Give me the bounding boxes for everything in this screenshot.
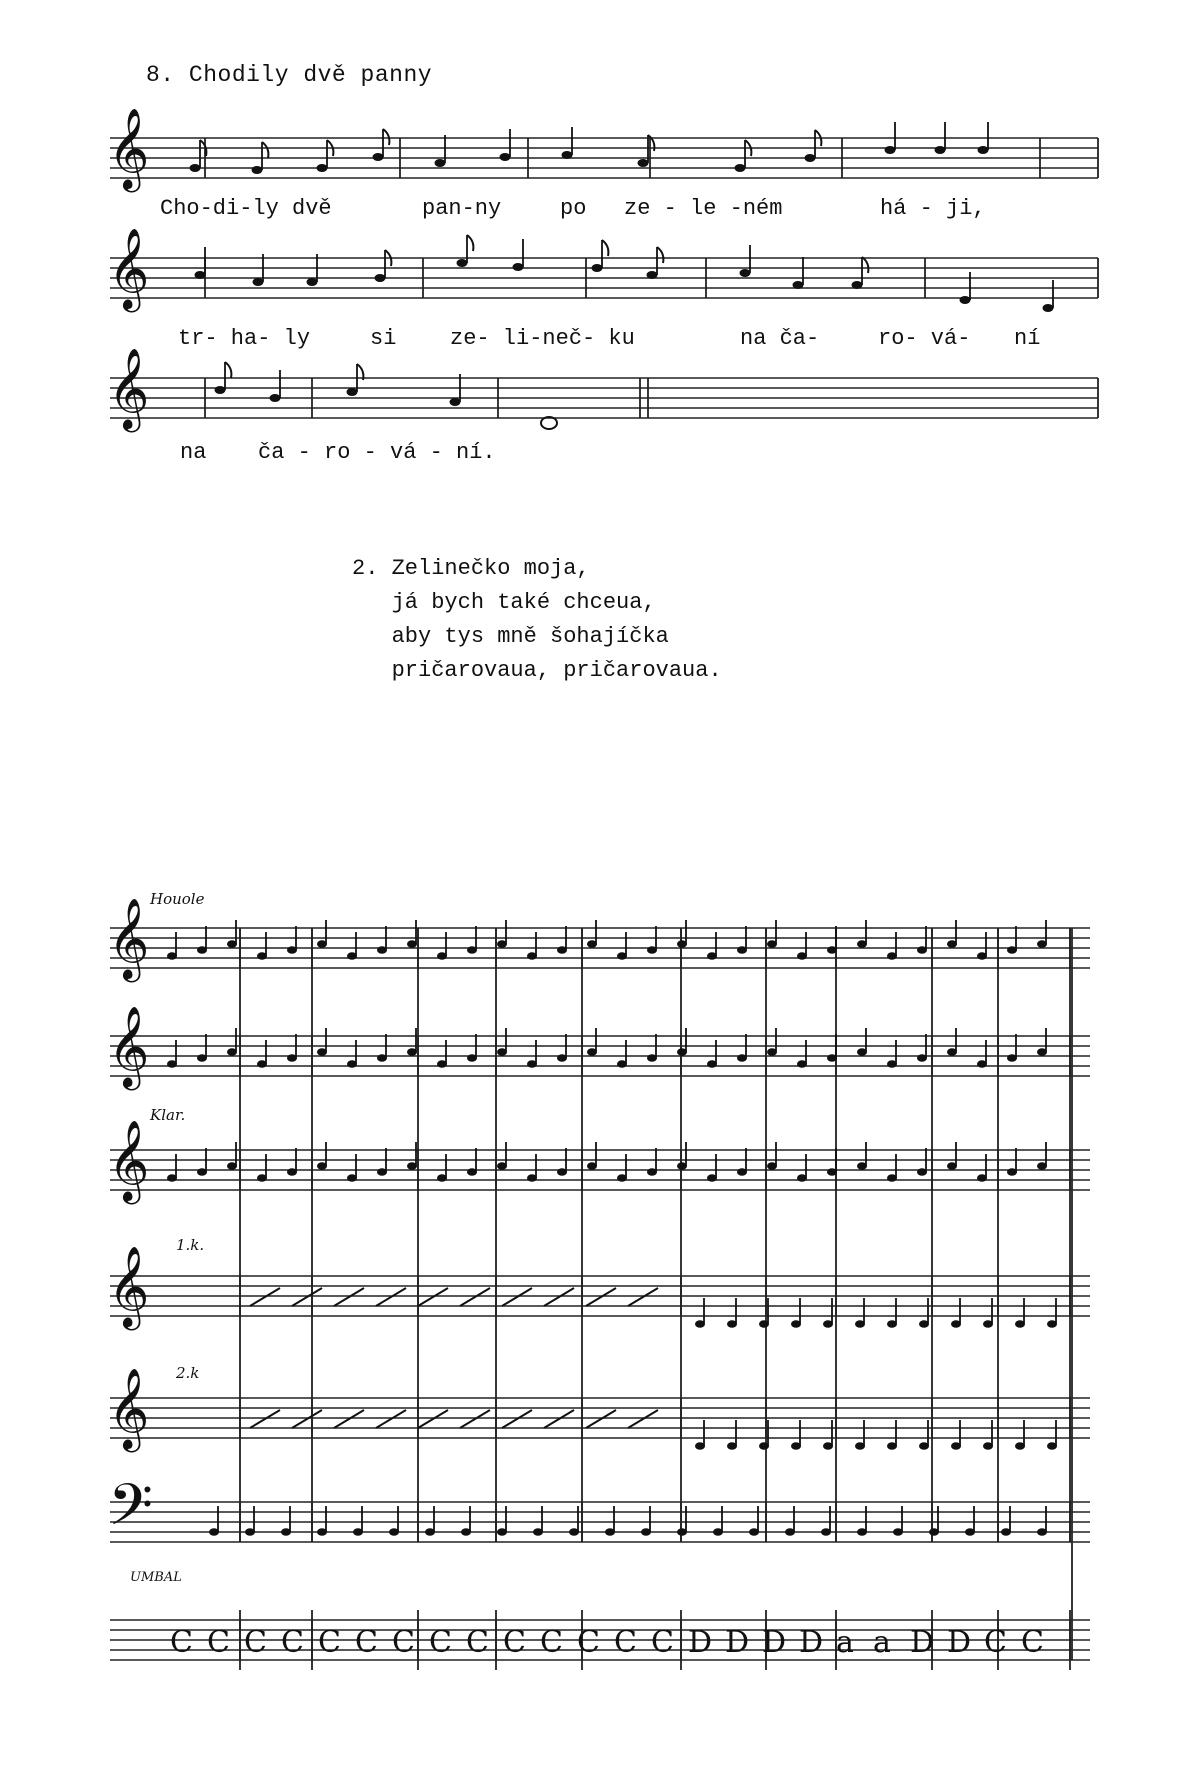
note-head — [960, 296, 971, 304]
treble-clef-icon: 𝄞 — [108, 227, 150, 309]
lyric-syllable: ze - le -ném — [624, 196, 783, 221]
instrument-label-cimbal: UMBAL — [130, 1570, 182, 1585]
rhythm-slash — [586, 1410, 616, 1428]
note-head — [852, 281, 863, 289]
cimbal-symbol: D — [910, 1625, 935, 1660]
lyric-syllable: si — [370, 326, 397, 351]
rhythm-slash — [628, 1288, 658, 1306]
rhythm-slash — [502, 1410, 532, 1428]
cimbal-symbol: C — [651, 1625, 674, 1660]
rhythm-slash — [292, 1410, 322, 1428]
note-head — [562, 151, 573, 159]
note-head — [270, 394, 281, 402]
note-head — [215, 386, 226, 394]
note-head — [450, 398, 461, 406]
rhythm-slash — [376, 1410, 406, 1428]
note-head — [190, 164, 201, 172]
treble-clef-icon: 𝄞 — [108, 107, 150, 189]
rhythm-slash — [418, 1410, 448, 1428]
stanza-line: pričarovaua, pričarovaua. — [352, 658, 722, 683]
rhythm-slash — [334, 1288, 364, 1306]
note-head — [253, 278, 264, 286]
lyric-syllable: tr- ha- ly — [178, 326, 311, 351]
note-head — [500, 153, 511, 161]
stanza-line: aby tys mně šohajíčka — [352, 624, 669, 649]
cimbal-symbol: C — [318, 1625, 341, 1660]
rhythm-slash — [460, 1288, 490, 1306]
note-head — [1043, 304, 1054, 312]
cimbal-symbol: C — [503, 1625, 526, 1660]
cimbal-symbol: a — [836, 1625, 854, 1660]
note-head — [935, 146, 946, 154]
instrument-label-clarinet: Klar. — [150, 1106, 186, 1124]
lyric-syllable: na ča- — [740, 326, 820, 351]
note-head — [307, 278, 318, 286]
rhythm-slash — [628, 1410, 658, 1428]
note-head — [435, 159, 446, 167]
lyric-syllable: po — [560, 196, 587, 221]
cimbal-symbol: D — [762, 1625, 787, 1660]
rhythm-slash — [544, 1288, 574, 1306]
cimbal-symbol: C — [244, 1625, 267, 1660]
cimbal-symbol: D — [688, 1625, 713, 1660]
note-head — [347, 388, 358, 396]
song-title: 8. Chodily dvě panny — [146, 62, 433, 88]
cimbal-symbol: C — [392, 1625, 415, 1660]
note-flag — [225, 362, 231, 378]
lyric-syllable: pan-ny — [422, 196, 502, 221]
cimbal-symbol: C — [429, 1625, 452, 1660]
cimbal-symbol: C — [577, 1625, 600, 1660]
instrument-label-second-kontra: 2.k — [176, 1364, 200, 1382]
rhythm-slash — [502, 1288, 532, 1306]
rhythm-slash — [586, 1288, 616, 1306]
note-head — [885, 146, 896, 154]
cimbal-symbol: C — [540, 1625, 563, 1660]
note-head — [375, 274, 386, 282]
note-head — [317, 164, 328, 172]
note-flag — [383, 129, 389, 145]
cimbal-symbol: C — [466, 1625, 489, 1660]
note-head — [740, 269, 751, 277]
instrument-label-violin: Houole — [150, 890, 205, 908]
rhythm-slash — [544, 1410, 574, 1428]
note-head — [373, 153, 384, 161]
bass-clef-icon: 𝄢 — [108, 1471, 154, 1553]
note-head — [638, 159, 649, 167]
lyric-syllable: há - ji, — [880, 196, 986, 221]
note-head — [793, 281, 804, 289]
cimbal-symbol: D — [947, 1625, 972, 1660]
cimbal-symbol: a — [873, 1625, 891, 1660]
treble-clef-icon: 𝄞 — [108, 1119, 150, 1201]
treble-clef-icon: 𝄞 — [108, 897, 150, 979]
cimbal-symbol: D — [725, 1625, 750, 1660]
note-head — [805, 154, 816, 162]
note-head — [252, 166, 263, 174]
cimbal-symbol: C — [1021, 1625, 1044, 1660]
cimbal-symbol: C — [281, 1625, 304, 1660]
rhythm-slash — [334, 1410, 364, 1428]
note-flag — [862, 257, 868, 273]
rhythm-slash — [376, 1288, 406, 1306]
note-head — [457, 259, 468, 267]
lyric-syllable: na — [180, 440, 207, 465]
cimbal-symbol: C — [355, 1625, 378, 1660]
cimbal-symbol: C — [614, 1625, 637, 1660]
note-flag — [602, 240, 608, 256]
lyric-syllable: ní — [1014, 326, 1041, 351]
note-flag — [262, 142, 268, 158]
rhythm-slash — [250, 1288, 280, 1306]
rhythm-slash — [460, 1410, 490, 1428]
lyric-syllable: ze- li-neč- ku — [450, 326, 635, 351]
treble-clef-icon: 𝄞 — [108, 347, 150, 429]
staff-lines — [110, 138, 1098, 1660]
notes — [167, 122, 1057, 1660]
rhythm-slash — [418, 1288, 448, 1306]
lyric-syllable: ča - ro - vá - ní. — [258, 440, 496, 465]
lyric-syllable: ro- vá- — [878, 326, 971, 351]
note-flag — [657, 247, 663, 263]
stanza-line: 2. Zelinečko moja, — [352, 556, 590, 581]
cimbal-symbol: C — [170, 1625, 193, 1660]
treble-clef-icon: 𝄞 — [108, 1367, 150, 1449]
cimbal-symbol: D — [799, 1625, 824, 1660]
second-stanza — [352, 552, 722, 688]
cimbal-symbol: C — [984, 1625, 1007, 1660]
treble-clef-icon: 𝄞 — [108, 1005, 150, 1087]
rhythm-slash — [250, 1410, 280, 1428]
note-head — [978, 146, 989, 154]
note-head — [647, 271, 658, 279]
note-head — [513, 263, 524, 271]
treble-clef-icon: 𝄞 — [108, 1245, 150, 1327]
clefs — [108, 107, 153, 1553]
instrument-label-first-kontra: 1.k. — [176, 1236, 205, 1254]
rhythm-slash — [292, 1288, 322, 1306]
bar-lines — [205, 138, 1098, 1670]
cimbal-symbol: C — [207, 1625, 230, 1660]
note-flag — [467, 235, 473, 251]
lyric-syllable: Cho-di-ly dvě — [160, 196, 332, 221]
stanza-line: já bych také chceua, — [352, 590, 656, 615]
note-head — [195, 271, 206, 279]
note-head — [735, 164, 746, 172]
note-head — [592, 264, 603, 272]
